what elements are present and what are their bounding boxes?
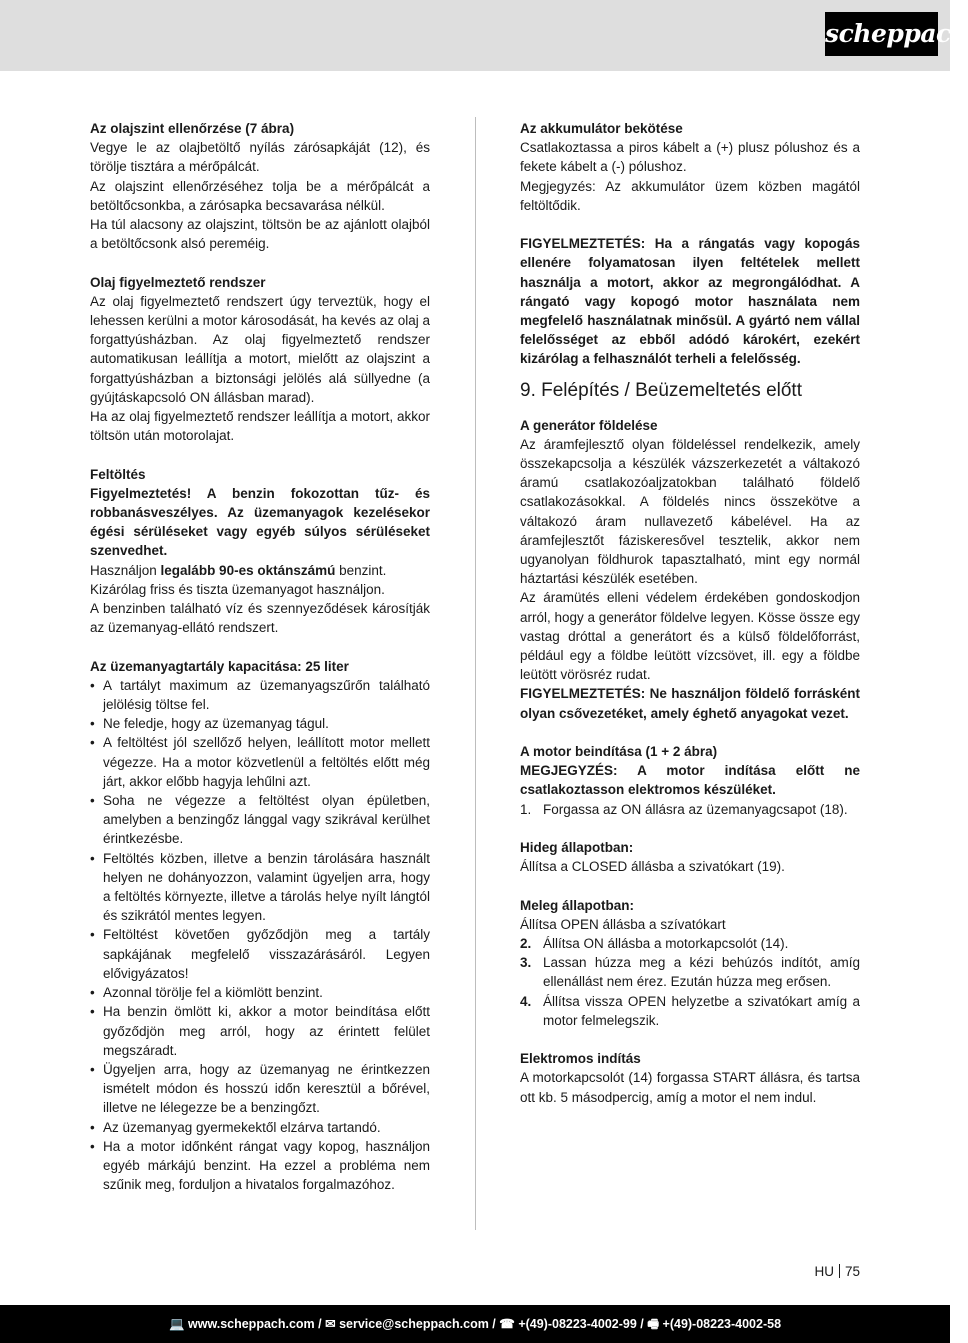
list-item: • Ügyeljen arra, hogy az üzemanyag ne érintkezzen ismételt módon és hosszú időn keresztül a bőrével, illetve ne lélegezze be a benzingőzt. <box>90 1060 430 1118</box>
list-item: 1. Forgassa az ON állásra az üzemanyagcsapot (18). <box>520 801 848 817</box>
battery-paragraph: Megjegyzés: Az akkumulátor üzem közben magától feltöltődik. <box>520 178 860 213</box>
fax-icon: 🖷 <box>647 1317 660 1331</box>
contact-footer: 💻 www.scheppach.com / ✉ service@scheppach.com / ☎ +(49)-08223-4002-99 / 🖷 +(49)-08223-4002-58 <box>0 1305 950 1343</box>
oil-warning-paragraph: Az olaj figyelmeztető rendszert úgy terveztük, hogy el lehessen kerülni a motor károsodását, ha kevés az olaj a forgattyúsházban. Az olaj figyelmeztető rendszer automatikusan leállítja a motort, mielőtt az olajszint a forgattyúsházban a biztonsági jelölés alá süllyedne (a gyújtáskapcsoló ON állásban marad). <box>90 293 430 405</box>
battery-paragraph: Csatlakoztassa a piros kábelt a (+) plusz pólushoz és a fekete kábelt a (-) pólushoz. <box>520 140 860 175</box>
cold-state-text: Állítsa a CLOSED állásba a szivatókart (19). <box>520 859 785 875</box>
grounding-paragraph: Az áramütés elleni védelem érdekében gondoskodjon arról, hogy a generátor földelve legyen. Kösse össze egy vastag dróttal a generátort és a külső földelőforrást, például egy a földbe leütött vízcsövet, ill. egy a földbe leütött vörösréz rudat. <box>520 590 860 683</box>
oil-check-paragraph: Vegye le az olajbetöltő nyílás zárósapkáját (12), és törölje tisztára a mérőpálcát. <box>90 140 430 175</box>
knocking-warning: FIGYELMEZTETÉS: Ha a rángatás vagy kopogás ellenére folyamatosan ilyen feltételek mellett használja a motort, akkor az megrongálódhat. A rángató vagy kopogó motor használata nem megfelelő használatnak minősül. A gyártó nem vállal felelősséget az ebből adódó károkért, ezekért kizárólag a felhasználót terheli a felelősség. <box>520 236 860 367</box>
list-item: • Azonnal törölje fel a kiömlött benzint. <box>90 983 430 1002</box>
list-item: 2. Állítsa ON állásba a motorkapcsolót (14). <box>520 936 789 952</box>
list-item: 4. Állítsa vissza OPEN helyzetbe a szivatókart amíg a motor felmelegszik. <box>520 993 860 1028</box>
oil-check-paragraph: Ha túl alacsony az olajszint, töltsön be az ajánlott olajból a betöltőcsonk alsó pereméig. <box>90 217 430 252</box>
list-item: • A tartályt maximum az üzemanyagszűrőn található jelölésig töltse fel. <box>90 676 430 714</box>
list-item: • A feltöltést jól szellőző helyen, leállított motor mellett végezze. Ha a motor közvetlenül a feltöltés előtt még járt, akkor előbb hagyja lehűlni azt. <box>90 733 430 791</box>
oil-warning-paragraph: Ha az olaj figyelmeztető rendszer leállítja a motort, akkor töltsön után motorolajat. <box>90 409 430 444</box>
octane-paragraph: Használjon legalább 90-es oktánszámú benzint. <box>90 562 387 578</box>
fax-number: +(49)-08223-4002-58 <box>662 1317 782 1331</box>
refuel-paragraph: Kizárólag friss és tiszta üzemanyagot használjon. <box>90 581 385 597</box>
page-number: HU 75 <box>814 1264 860 1279</box>
oil-check-title: Az olajszint ellenőrzése (7 ábra) <box>90 121 295 136</box>
warm-state-title: Meleg állapotban: <box>520 897 635 913</box>
computer-icon: 💻 <box>168 1317 185 1331</box>
section-9-heading: 9. Felépítés / Beüzemeltetés előtt <box>520 379 802 401</box>
grounding-title: A generátor földelése <box>520 417 658 433</box>
refuel-title: Feltöltés <box>90 466 146 482</box>
scheppach-logo: scheppach <box>825 12 938 56</box>
battery-title: Az akkumulátor bekötése <box>520 121 683 136</box>
phone-number: +(49)-08223-4002-99 <box>518 1317 637 1331</box>
engine-start-title: A motor beindítása (1 + 2 ábra) <box>520 744 718 760</box>
column-divider <box>475 117 476 1230</box>
left-column <box>90 119 430 1194</box>
refuel-warning: Figyelmeztetés! A benzin fokozottan tűz- és robbanásveszélyes. Az üzemanyagok kezelésekor égési sérüléseket vagy egyéb súlyos sérüléseket szenvedhet. <box>90 485 430 559</box>
list-item: • Az üzemanyag gyermekektől elzárva tartandó. <box>90 1118 430 1137</box>
list-item: 3. Lassan húzza meg a kézi behúzós indítót, amíg ellenállást nem érez. Ezután húzza meg erősen. <box>520 955 860 990</box>
refuel-paragraph: A benzinben található víz és szennyeződések károsítják az üzemanyag-ellátó rendszert. <box>90 601 430 636</box>
email-link[interactable]: service@scheppach.com <box>339 1317 489 1331</box>
right-column <box>520 119 860 1107</box>
grounding-paragraph: Az áramfejlesztő olyan földeléssel rendelkezik, amely összekapcsolja a készülék vázszerkezetét a váltakozó áramú csatlakozóaljzatokban található földelő csatlakozásokkal. A földelés nincs összekötve a váltakozó áram nullavezető kábelével. Ha az áramfejlesztőt fáziskeresővel tesztelik, akkor nem ugyanolyan földhurok tapasztalható, mint egy normál háztartási készülék esetében. <box>520 436 860 587</box>
list-item: • Ha benzin ömlött ki, akkor a motor beindítása előtt győződjön meg arról, hogy az érintett felület megszáradt. <box>90 1002 430 1060</box>
header-band <box>0 0 950 71</box>
list-item: • Soha ne végezze a feltöltést olyan épületben, amelyben a benzingőz lánggal vagy szikrával kerülhet érintkezésbe. <box>90 791 430 849</box>
grounding-warning: FIGYELMEZTETÉS: Ne használjon földelő forrásként olyan csővezetéket, amely éghető anyagokat vezet. <box>520 686 860 721</box>
list-item: • Feltöltés közben, illetve a benzin tárolására használt helyen ne dohányozzon, valamint ügyeljen arra, hogy a feltöltés környezte, illetve a tárolás helye nyílt lángtól és szikrától mentes legyen. <box>90 849 430 926</box>
warm-steps-list <box>520 934 860 1030</box>
website-link[interactable]: www.scheppach.com <box>188 1317 315 1331</box>
list-item: • Ne feledje, hogy az üzemanyag tágul. <box>90 714 430 733</box>
oil-check-paragraph: Az olajszint ellenőrzéséhez tolja be a mérőpálcát a betöltőcsonkba, a zárósapka becsavarása nélkül. <box>90 178 430 213</box>
warm-state-text: Állítsa OPEN állásba a szívatókart <box>520 916 726 932</box>
electric-start-title: Elektromos indítás <box>520 1051 641 1067</box>
electric-start-text: A motorkapcsolót (14) forgassa START állásra, és tartsa ott kb. 5 másodpercig, amíg a motor el nem indul. <box>520 1070 860 1105</box>
refuel-bullet-list <box>90 676 430 1194</box>
tank-capacity-title: Az üzemanyagtartály kapacitása: 25 liter <box>90 658 349 674</box>
engine-start-note: MEGJEGYZÉS: A motor indítása előtt ne csatlakoztasson elektromos készüléket. <box>520 763 860 798</box>
envelope-icon: ✉ <box>325 1317 336 1331</box>
cold-state-title: Hideg állapotban: <box>520 840 634 856</box>
phone-icon: ☎ <box>499 1317 515 1331</box>
start-steps-list <box>520 800 860 819</box>
list-item: • Feltöltést követően győződjön meg a tartály sapkájának megfelelő visszazárásáról. Legyen elővigyázatos! <box>90 925 430 983</box>
list-item: • Ha a motor időnként rángat vagy kopog, használjon egyéb márkájú benzint. Ha ezzel a probléma nem szűnik meg, forduljon a hivatalos forgalmazóhoz. <box>90 1137 430 1195</box>
oil-warning-title: Olaj figyelmeztető rendszer <box>90 274 266 290</box>
